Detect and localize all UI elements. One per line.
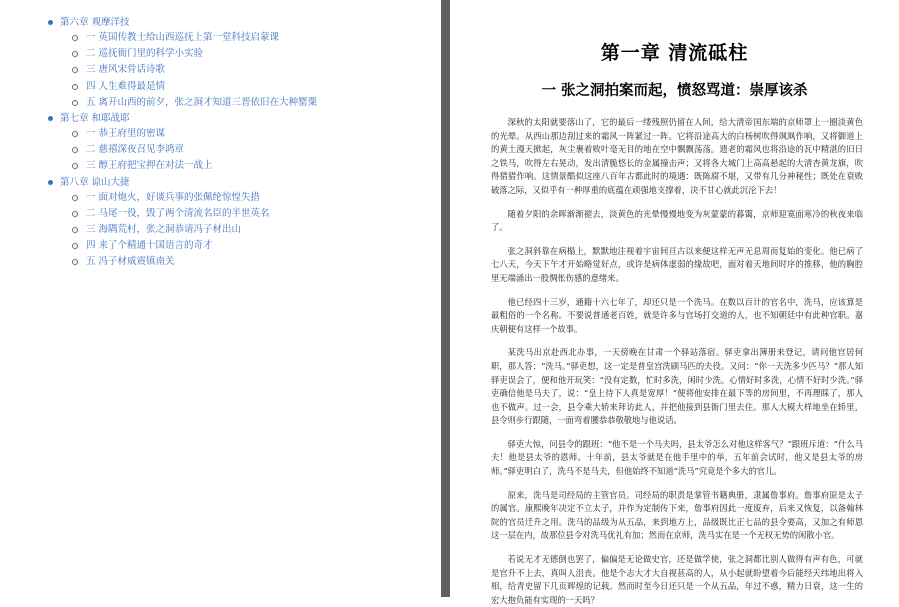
circle-bullet-icon: [72, 147, 78, 153]
toc-section: [72, 238, 441, 254]
toc-section: [72, 126, 441, 142]
toc-chapter-7: [46, 111, 441, 175]
toc-section-link[interactable]: 三 唐风宋骨话诗歌: [86, 64, 166, 76]
paragraph: 若说无才无德倒也罢了，偏偏是无论做史官，还是做学使，张之洞都比别人做得有声有色，可就是官升不上去，真叫人沮丧。他是个志大才大自视甚高的人，从小起就盼望着今后能经天纬地出将入相，给青史留下几页辉煌的记载。然而时至今日还只是一个从五品，年过不惑，精力日衰，这一生的宏大抱负能有实现的一天吗？: [491, 554, 863, 605]
chapter-title: 第一章 清流砥柱: [600, 42, 749, 64]
toc-section: [72, 142, 441, 158]
circle-bullet-icon: [72, 243, 78, 249]
toc-section-link[interactable]: 一 恭王府里的密谋: [86, 128, 166, 140]
toc-section: [72, 206, 441, 222]
toc-section: [72, 46, 441, 62]
toc-section-link[interactable]: 三 醇王府把宝押在对法一战上: [86, 160, 213, 172]
toc-section-link[interactable]: 五 离开山西的前夕，张之洞才知道三晋依旧在大种罂粟: [86, 96, 318, 108]
paragraph: 驿吏大惊，问县令的跟班：“他不是一个马夫吗，县太爷怎么对他这样客气？”跟班斥道：“什么马夫！他是县太爷的恩师。十年前，县太爷就是在他手里中的举，五年前会试时，他又是县太爷的房师。”驿吏明白了，洗马不是马夫，但他始终不知道“洗马”究竟是个多大的官儿。: [491, 438, 863, 477]
circle-bullet-icon: [72, 67, 78, 73]
toc-section: [72, 95, 441, 111]
paragraph: 他已经四十三岁，通籍十六七年了，却还只是一个洗马。在数以百计的官名中，洗马，应该算是最粗俗的一个名称。不要说普通老百姓，就是许多与官场打交道的人，也不知朝廷中有此种官职。嘉庆朝便有这样一个故事。: [491, 296, 863, 334]
toc-section-link[interactable]: 四 人生难得最是情: [86, 80, 166, 92]
bullet-icon: [48, 180, 53, 185]
circle-bullet-icon: [72, 227, 78, 233]
circle-bullet-icon: [72, 84, 78, 90]
toc-section: [72, 62, 441, 78]
toc-chapter-6-sections: [60, 30, 441, 111]
toc-section-link[interactable]: 四 来了个精通十国语言的奇才: [86, 240, 213, 252]
toc-chapter-6-link[interactable]: 第六章 观摩洋技: [60, 17, 130, 28]
toc-section-link[interactable]: 一 面对炮火，好谈兵事的张佩纶惊惶失措: [86, 191, 261, 203]
circle-bullet-icon: [72, 163, 78, 169]
toc-section-link[interactable]: 三 海隅荒村，张之洞恭请冯子材出山: [86, 224, 242, 236]
paragraph: 原来，洗马是司经局的主管官员。司经局的职责是掌管书籍典册，隶属詹事府。詹事府原是太子的属官。康熙晚年决定不立太子，并作为定制传下来，詹事府因此一度废弃，后来又恢复，以备翰林院的官员迁升之用。洗马的品级为从五品，来到地方上，品级既比正七品的县令要高，又加之有师恩这一层在内，故那位县令对洗马优礼有加；然而在京师，洗马实在是一个无权无势的闲散小官。: [491, 489, 863, 541]
toc-section: [72, 254, 441, 270]
toc-section-link[interactable]: 一 英国传教士给山西巡抚上第一堂科技启蒙课: [86, 32, 280, 43]
paragraph: 深秋的太阳就要落山了，它的最后一缕残照仍留在人间，给大清帝国东端的京师罩上一圈淡黄色的光晕。从西山那边刮过来的霜风一阵紧过一阵。它将沿途高大的白杨树吹得飒飒作响，又将御道上的黄土漫天掀起，灰尘裹着败叶毫无目的地在空中飘飘荡荡。遗老的霜风也将沿途的瓦中精湛的旧日之铁马，吹得左右晃动，发出清脆悠长的金属撞击声；又将各大城门上高高悬起的大清杏黄龙旗，吹得猎猎作响。这情景酷似这座八百年古都此时的境遇：既陈腐不堪，又带有几分神秘性；既处在衰败破落之际，又似乎有一种厚重的底蕴在顽强地支撑着，决不甘心就此沉沦下去！: [491, 117, 863, 195]
circle-bullet-icon: [72, 100, 78, 106]
toc-list: [0, 0, 441, 271]
section-title: 一 张之洞拍案而起，愤怒骂道：崇厚该杀: [541, 82, 808, 99]
circle-bullet-icon: [72, 51, 78, 57]
toc-section: [72, 190, 441, 206]
circle-bullet-icon: [72, 35, 78, 41]
toc-section-link[interactable]: 二 巡抚衙门里的科学小实验: [86, 48, 204, 60]
toc-section-link[interactable]: 二 马尾一役，毁了两个清流名臣的半世英名: [86, 207, 270, 219]
toc-section: [72, 79, 441, 95]
toc-section: [72, 222, 441, 238]
paragraph: 张之洞斜靠在病榻上，默默地注视着宇宙间亘古以来便这样无声无息周而复始的变化。他已病了七八天，今天下午才开始略觉好点，或许是病体虚弱的缘故吧，面对着天地间时序的推移，他的胸腔里无端涌出一股惆怅伤感的意绪来。: [491, 245, 863, 283]
toc-pane: [0, 0, 441, 597]
toc-chapter-6: [46, 15, 441, 111]
toc-chapter-8: [46, 175, 441, 271]
content-pane: [450, 0, 899, 605]
circle-bullet-icon: [72, 131, 78, 137]
body-text: [450, 116, 899, 607]
circle-bullet-icon: [72, 259, 78, 265]
toc-chapter-8-link[interactable]: 第八章 谅山大捷: [60, 176, 130, 188]
bullet-icon: [48, 20, 53, 25]
toc-section: [72, 30, 441, 46]
circle-bullet-icon: [72, 195, 78, 201]
paragraph: 随着夕阳的余晖渐渐褪去，淡黄色的光晕慢慢地变为灰蒙蒙的暮霭，京师迎寞面寒冷的秋夜来临了。: [491, 208, 863, 233]
toc-chapter-7-link[interactable]: 第七章 和耶战耶: [60, 113, 130, 125]
toc-chapter-7-sections: [60, 126, 441, 175]
toc-section: [72, 158, 441, 174]
toc-chapter-8-sections: [60, 190, 441, 271]
toc-section-link[interactable]: 二 慈禧深夜召见李鸿章: [86, 144, 185, 156]
circle-bullet-icon: [72, 211, 78, 217]
paragraph: 某洗马出京赴西北办事，一天傍晚在甘肃一个驿站落宿。驿吏拿出簿册来登记，请问他官居何职，那人答：“洗马。”驿吏想，这一定是普皇宫洗刷马匹的夫役。又问：“你一天洗多少匹马？”那人知驿吏误会了，便和他开玩笑：“没有定数，忙时多洗，闲时少洗。心情好时多洗，心情不好时少洗。”驿吏确信他是马夫了，说：“皇上待下人真是宽厚！”便将他安排在最下等的房间里，不再理睬了，那人也不做声。过一会，县令乘大轿来拜访此人，并把他接到县衙门里去住。那人大模大样地坐在轿里，县令则步行跟随，一面弯着腰恭恭敬敬地与他说话。: [491, 347, 863, 426]
toc-section-link[interactable]: 五 冯子材威震镇南关: [86, 256, 175, 268]
bullet-icon: [48, 116, 53, 121]
pane-divider[interactable]: [441, 0, 450, 597]
